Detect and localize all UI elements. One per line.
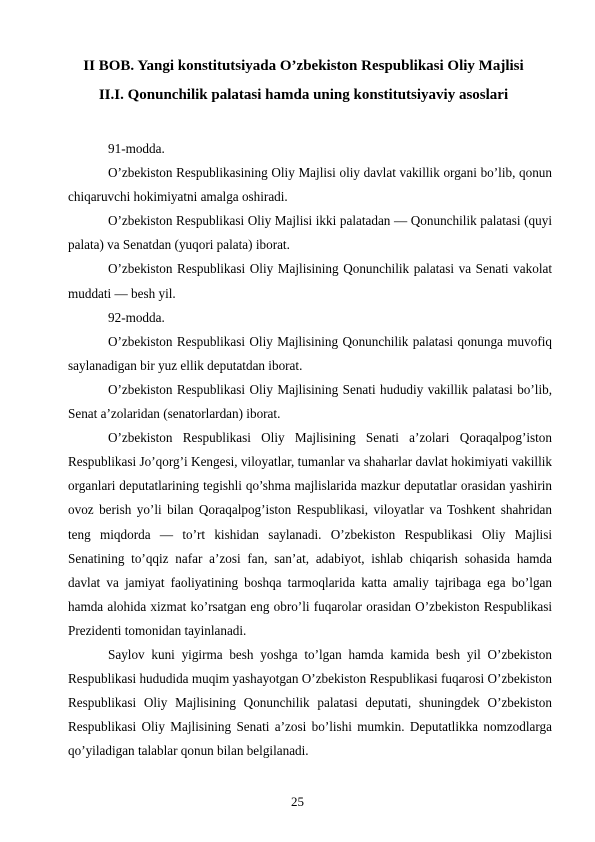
paragraph: O’zbekiston Respublikasi Oliy Majlisining Senati hududiy vakillik palatasi bo’lib, Senat a’zolaridan (senatorlardan) iborat. <box>68 381 552 422</box>
document-body <box>68 137 552 763</box>
section-heading: II.I. Qonunchilik palatasi hamda uning konstitutsiyaviy asoslari <box>98 87 509 103</box>
article-number: 92-modda. <box>108 309 165 325</box>
paragraph: O’zbekiston Respublikasi Oliy Majlisining Qonunchilik palatasi qonunga muvofiq saylanadigan bir yuz ellik deputatdan iborat. <box>68 333 552 373</box>
paragraph: O’zbekiston Respublikasi Oliy Majlisining Senati a’zolari Qoraqalpog’iston Respublikasi Jo’qorg’i Kengesi, viloyatlar, tumanlar va shaharlar davlat hokimiyati vakillik organlari deputatlarining tegishli qo’shma majlislarida mazkur deputatlar orasidan yashirin ovoz berish yo’li bilan Qoraqalpog’iston Respublikasi, viloyatlar va Toshkent shahridan teng miqdorda — to’rt kishidan saylanadi. O’zbekiston Respublikasi Oliy Majlisi Senatining to’qqiz nafar a’zosi fan, san’at, adabiyot, ishlab chiqarish sohasida hamda davlat va jamiyat faoliyatining boshqa tarmoqlarida katta amaliy tajribaga ega bo’lgan hamda alohida xizmat ko’rsatgan eng obro’li fuqarolar orasidan O’zbekiston Respublikasi Prezidenti tomonidan tayinlanadi. <box>68 430 552 638</box>
chapter-heading: II BOB. Yangi konstitutsiyada O’zbekiston Respublikasi Oliy Majlisi <box>83 58 524 74</box>
paragraph: O’zbekiston Respublikasi Oliy Majlisi ikki palatadan — Qonunchilik palatasi (quyi palata) va Senatdan (yuqori palata) iborat. <box>68 213 552 253</box>
paragraph: Saylov kuni yigirma besh yoshga to’lgan hamda kamida besh yil O’zbekiston Respublikasi hududida muqim yashayotgan O’zbekiston Respublikasi fuqarosi O’zbekiston Respublikasi Oliy Majlisining Qonunchilik palatasi deputati, shuningdek O’zbekiston Respublikasi Oliy Majlisining Senati a’zosi bo’lishi mumkin. Deputatlikka nomzodlarga qo’yiladigan talablar qonun bilan belgilanadi. <box>68 646 552 759</box>
paragraph: O’zbekiston Respublikasi Oliy Majlisining Qonunchilik palatasi va Senati vakolat muddati — besh yil. <box>68 261 552 301</box>
paragraph: O’zbekiston Respublikasining Oliy Majlisi oliy davlat vakillik organi bo’lib, qonun chiqaruvchi hokimiyatni amalga oshiradi. <box>68 165 552 205</box>
article-number: 91-modda. <box>108 141 165 156</box>
page-number: 25 <box>291 794 304 809</box>
